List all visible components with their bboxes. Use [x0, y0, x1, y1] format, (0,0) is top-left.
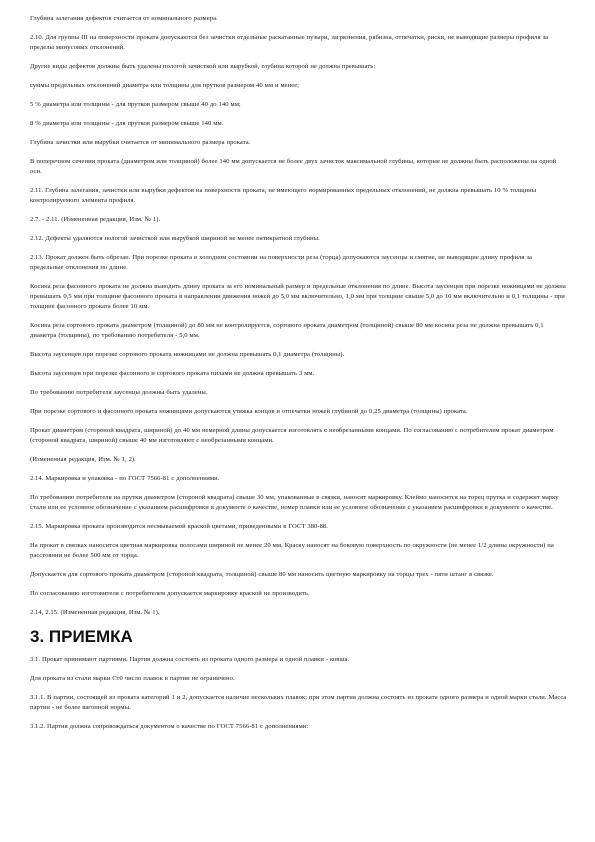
paragraph: По согласованию изготовителя с потребителем допускается маркировку краской не производить.: [30, 590, 310, 597]
paragraph: 3.1.1. В партии, состоящей из проката категорий 1 и 2, допускается наличие нескольких плавок; при этом партия должна состоять из проката одного размера и одной марки стали. Масса партии - не более вагонной нормы.: [30, 694, 567, 711]
paragraph: 2.14. Маркировка и упаковка - по ГОСТ 7566-81 с дополнениями.: [30, 475, 220, 482]
paragraph: Допускается для сортового проката диаметром (стороной квадрата, толщиной) свыше 80 мм наносить цветную маркировку на торцы трех - пяти штанг в связке.: [30, 571, 494, 578]
paragraph: Глубина залегания дефектов считается от номинального размера.: [30, 15, 218, 22]
paragraph: Высота заусенцев при порезке фасонного и сортового проката пилами не должна превышать 3 мм.: [30, 370, 315, 377]
paragraph: суммы предельных отклонений диаметра или толщины для прутков размером 40 мм и менее;: [30, 82, 300, 89]
paragraph: 2.11. Глубина залегания, зачистки или вырубки дефектов на поверхности проката, не имеющего нормированных предельных отклонений, не должна превышать 10 % толщины контролируемого элемента профиля.: [30, 187, 537, 204]
paragraph: В поперечном сечении проката (диаметром или толщиной) более 140 мм допускается не более двух зачисток максимальной глубины, которые не должны быть расположены на одной оси.: [30, 158, 557, 175]
paragraph: 2.7. - 2.11. (Измененная редакция, Изм. № 1).: [30, 216, 161, 223]
paragraph: По требованию потребителя на прутки диаметром (стороной квадрата) свыше 30 мм, упакованные в связки, наносят маркировку. Клеймо наносится на торец прутка и содержит марку стали или ее условное обозначение с указанием расшифровки в документе о качестве, номер плавки или ее условное обозначение с указанием расшифровки в документе о качестве.: [30, 494, 559, 511]
paragraph: 3.1. Прокат принимают партиями. Партия должна состоять из проката одного размера и одной плавки - ковша.: [30, 656, 350, 663]
paragraph: 3.1.2. Партия должна сопровождаться документом о качестве по ГОСТ 7566-81 с дополнениями:: [30, 723, 309, 730]
section-heading: 3. ПРИЕМКА: [30, 627, 133, 646]
paragraph: 5 % диаметра или толщины - для прутков размером свыше 40 до 140 мм;: [30, 101, 241, 108]
paragraph: 2.15. Маркировка проката производится несмываемой краской цветами, приведенными в ГОСТ 380-88.: [30, 523, 328, 530]
paragraph: Другие виды дефектов должны быть удалены пологой зачисткой или вырубкой, глубина которой не должна превышать:: [30, 63, 376, 70]
paragraph: Косина реза сортового проката диаметром (толщиной) до 80 мм не контролируется, сортового проката диаметром (толщиной) свыше 80 мм косина реза не должна превышать 0,1 диаметра (толщины), по требованию потребителя - 5,0 мм.: [30, 322, 544, 339]
paragraph: 2.10. Для группы III на поверхности проката допускаются без зачистки отдельные раскатанные пузыри, загрязнения, рябизна, отпечатки, риски, не выводящие размеры профиля за пределы минусовых отклонений.: [30, 34, 549, 51]
paragraph: Для проката из стали марки Ст0 число плавок в партии не ограничено.: [30, 675, 235, 682]
paragraph: По требованию потребителя заусенцы должны быть удалены.: [30, 389, 208, 396]
paragraphs-top: [30, 14, 567, 618]
paragraph: Прокат диаметром (стороной квадрата, шириной) до 40 мм немерной длины допускается изготовлять с необрезанными концами. По согласованию с потребителем прокат диаметром (стороной квадрата, шириной) свыше 40 мм изготовляют с необрезанными концами.: [30, 427, 554, 444]
paragraph: 8 % диаметра или толщины - для прутков размером свыше 140 мм.: [30, 120, 224, 127]
paragraph: 2.12. Дефекты удаляются пологой зачисткой или вырубкой шириной не менее пятикратной глубины.: [30, 235, 320, 242]
paragraph: На прокат в связках наносится цветная маркировка полосами шириной не менее 20 мм. Краску наносят на боковую поверхность по окружности (не менее 1/2 длины окружности) на расстоянии не более 500 мм от торца.: [30, 542, 554, 559]
paragraph: При порезке сортового и фасонного проката ножницами допускаются утяжка концов и отпечатки ножей глубиной до 0,25 диаметра (толщины) проката.: [30, 408, 468, 415]
paragraph: (Измененная редакция, Изм. № 1, 2).: [30, 456, 136, 463]
paragraph: Глубина зачистки или вырубки считается от минимального размера проката.: [30, 139, 251, 146]
paragraphs-bottom: [30, 655, 567, 732]
paragraph: Косина реза фасонного проката не должна выводить длину проката за его номинальный размер и предельные отклонения по длине. Высота заусенцев при порезке ножницами не должна превышать 0,5 мм при толщине фасонного проката в направлении движения ножей до 5,0 мм включительно, 1,0 мм при толщине свыше 5,0 до 10 мм включительно и 0,1 толщины - при толщине фасонного проката более 10 мм.: [30, 283, 566, 310]
paragraph: 2.13. Прокат должен быть обрезан. При порезке проката в холодном состоянии на поверхности реза (торца) допускаются заусенцы и смятие, не выводящие длину профиля за предельные отклонения по длине.: [30, 254, 533, 271]
paragraph: Высота заусенцев при порезке сортового проката ножницами не должна превышать 0,1 диаметра (толщины).: [30, 351, 345, 358]
paragraph: 2.14, 2.15. (Измененная редакция, Изм. № 1).: [30, 609, 160, 616]
